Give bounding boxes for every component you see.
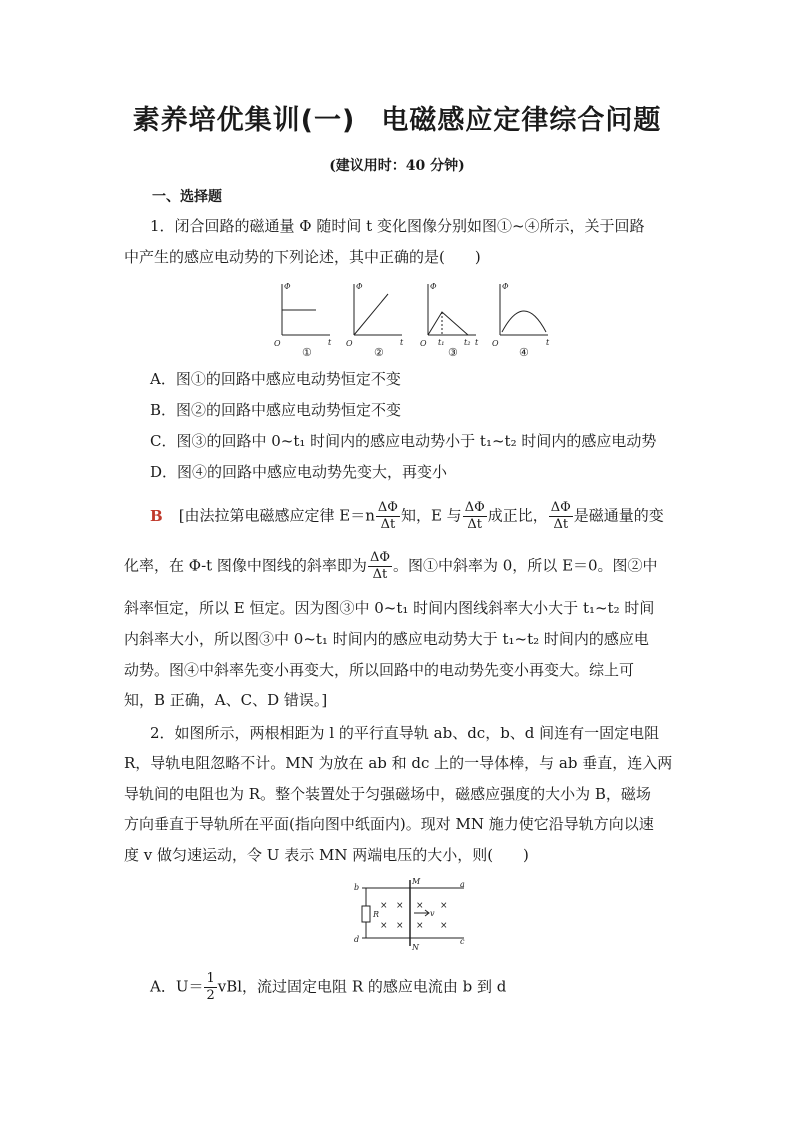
svg-text:②: ② <box>374 346 384 359</box>
q2-stem-line2: R，导轨电阻忽略不计。MN 为放在 ab 和 dc 上的一导体棒，与 ab 垂直，连入两 <box>124 754 673 772</box>
resistor-r <box>362 906 370 922</box>
svg-text:O: O <box>492 339 499 348</box>
g4-curve <box>502 311 546 332</box>
q1-explanation-line4: 内斜率大小，所以图③中 0~t₁ 时间内的感应电动势大于 t₁~t₂ 时间内的感应电 <box>124 630 649 648</box>
svg-text:t: t <box>546 338 550 347</box>
svg-text:Φ: Φ <box>356 282 363 291</box>
svg-text:③: ③ <box>448 346 458 359</box>
q1-option-d[interactable]: D．图④的回路中感应电动势先变大，再变小 <box>150 463 448 481</box>
svg-text:N: N <box>412 943 419 952</box>
q2-stem-line4: 方向垂直于导轨所在平面(指向图中纸面内)。现对 MN 施力使它沿导轨方向以速 <box>124 815 654 833</box>
q1-explanation-line6: 知，B 正确，A、C、D 错误。] <box>124 691 328 709</box>
q1-answer: B <box>150 506 163 525</box>
svg-text:d: d <box>354 935 360 944</box>
q1-phi-t-graphs <box>270 280 560 360</box>
svg-text:④: ④ <box>519 346 529 359</box>
svg-text:t₁: t₁ <box>438 338 445 347</box>
q1-explanation-line1: B [由法拉第电磁感应定律 E＝n $\frac{\Delta\Phi}{\Delta t}$ 知，E 与 $\frac{\Delta\Phi}{\Delta t}$ 成正比， $\frac{\Delta\Phi}{\Delta t}$ 是磁通量的变 <box>150 500 664 532</box>
suggested-time: (建议用时：40 分钟) <box>329 158 465 174</box>
q2-stem-line5: 度 v 做匀速运动，令 U 表示 MN 两端电压的大小，则( ) <box>124 846 529 864</box>
svg-text:O: O <box>346 339 353 348</box>
svg-text:t: t <box>475 338 479 347</box>
svg-text:Φ: Φ <box>430 282 437 291</box>
q2-option-a[interactable]: A．U＝ $\frac{1}{2}$ vBl，流过固定电阻 R 的感应电流由 b 到 d <box>150 971 507 1003</box>
svg-text:Φ: Φ <box>502 282 509 291</box>
fraction: $\frac{\Delta\Phi}{\Delta t}$ <box>377 500 398 532</box>
q2-stem-line3: 导轨间的电阻也为 R。整个装置处于匀强磁场中，磁感应强度的大小为 B，磁场 <box>124 785 651 803</box>
g3-curve <box>428 312 468 335</box>
svg-text:①: ① <box>302 346 312 359</box>
svg-text:×: × <box>440 921 448 931</box>
section-heading: 一、选择题 <box>152 189 222 205</box>
svg-text:b: b <box>354 883 360 892</box>
svg-text:M: M <box>412 877 421 886</box>
svg-text:×: × <box>380 921 388 931</box>
svg-text:t₂: t₂ <box>464 338 471 347</box>
svg-text:c: c <box>460 937 465 946</box>
svg-text:Φ: Φ <box>284 282 291 291</box>
svg-text:×: × <box>396 901 404 911</box>
svg-text:×: × <box>416 901 424 911</box>
svg-text:a: a <box>460 880 465 889</box>
svg-text:v: v <box>430 909 435 918</box>
q1-option-c[interactable]: C．图③的回路中 0~t₁ 时间内的感应电动势小于 t₁~t₂ 时间内的感应电动势 <box>150 432 657 450</box>
q2-circuit-diagram <box>352 876 472 952</box>
svg-text:×: × <box>396 921 404 931</box>
svg-text:×: × <box>380 901 388 911</box>
svg-text:×: × <box>416 921 424 931</box>
svg-text:×: × <box>440 901 448 911</box>
svg-text:t: t <box>328 338 332 347</box>
q1-stem-line1: 1．闭合回路的磁通量 Φ 随时间 t 变化图像分别如图①~④所示，关于回路 <box>150 217 645 235</box>
q1-explanation-line2: 化率，在 Φ-t 图像中图线的斜率即为 $\frac{\Delta\Phi}{\Delta t}$ 。图①中斜率为 0，所以 E＝0。图②中 <box>124 550 658 582</box>
page-title <box>0 98 794 137</box>
svg-text:t: t <box>400 338 404 347</box>
q1-stem-line2: 中产生的感应电动势的下列论述，其中正确的是( ) <box>124 248 481 266</box>
q1-option-a[interactable]: A．图①的回路中感应电动势恒定不变 <box>150 370 401 388</box>
q1-option-b[interactable]: B．图②的回路中感应电动势恒定不变 <box>150 401 402 419</box>
svg-text:O: O <box>274 339 281 348</box>
svg-text:O: O <box>420 339 427 348</box>
title-left: 素养培优集训(一) <box>132 105 356 136</box>
q2-stem-line1: 2．如图所示，两根相距为 l 的平行直导轨 ab、dc，b、d 间连有一固定电阻 <box>150 724 660 742</box>
svg-text:R: R <box>373 910 380 919</box>
title-right: 电磁感应定律综合问题 <box>381 105 662 136</box>
q1-explanation-line5: 动势。图④中斜率先变小再变大，所以回路中的电动势先变小再变大。综上可 <box>124 661 635 679</box>
g2-curve <box>354 294 388 335</box>
q1-explanation-line3: 斜率恒定，所以 E 恒定。因为图③中 0~t₁ 时间内图线斜率大小大于 t₁~t₂ 时间 <box>124 599 655 617</box>
